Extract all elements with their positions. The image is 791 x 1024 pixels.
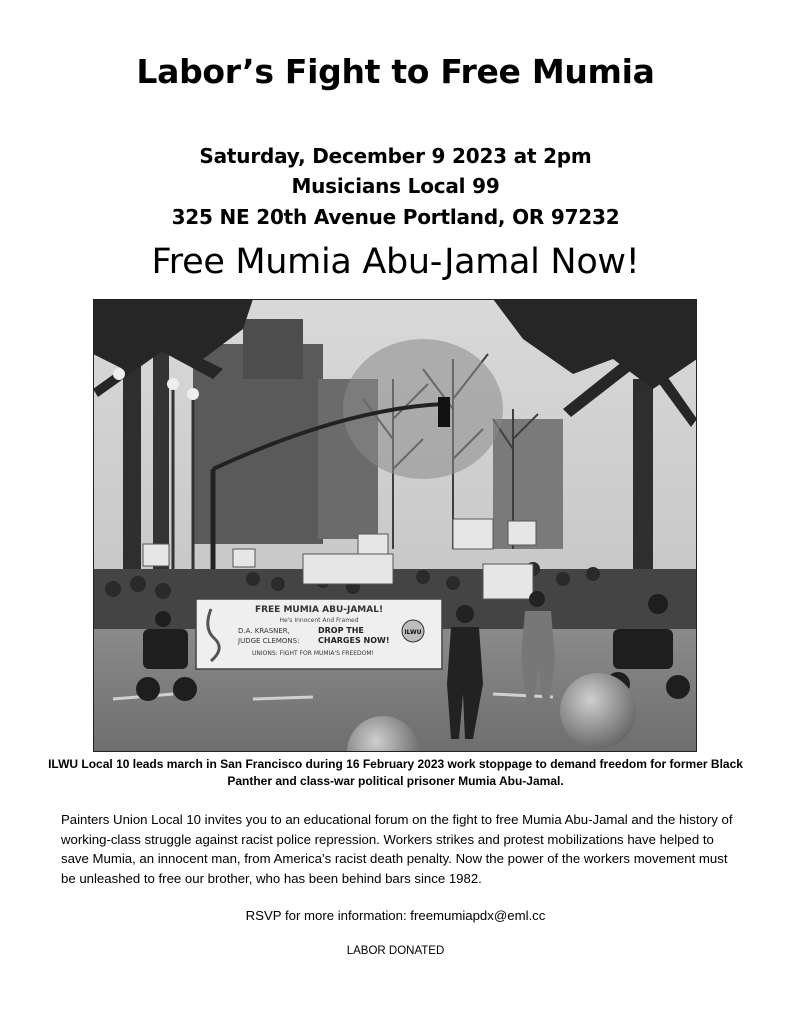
invitation-paragraph: Painters Union Local 10 invites you to an educational forum on the fight to free Mumia Abu-Jamal and the history of working-class struggle against racist police repression. Workers strikes and protest mobilizations have helped to save Mumia, an innocent man, from America’s racist death penalty. Now the power of the workers movement must be unleashed to free our brother, who has been behind bars since 1982. bbox=[61, 812, 733, 886]
march-photo bbox=[93, 299, 697, 752]
event-date-time: Saturday, December 9 2023 at 2pm bbox=[199, 144, 592, 168]
banner-right-b: CHARGES NOW! bbox=[318, 636, 390, 645]
banner-line4: UNIONS: FIGHT FOR MUMIA'S FREEDOM! bbox=[252, 650, 374, 657]
banner-left-a: D.A. KRASNER, bbox=[238, 627, 290, 635]
banner-line2: He's Innocent And Framed bbox=[279, 617, 359, 624]
flyer-title: Labor’s Fight to Free Mumia bbox=[136, 52, 655, 91]
banner-right-a: DROP THE bbox=[318, 626, 364, 635]
event-address: 325 NE 20th Avenue Portland, OR 97232 bbox=[171, 205, 620, 229]
event-venue: Musicians Local 99 bbox=[291, 174, 500, 198]
labor-donated-footer: LABOR DONATED bbox=[346, 945, 445, 957]
banner-logo: ILWU bbox=[404, 629, 422, 636]
rsvp-line: RSVP for more information: freemumiapdx@eml.cc bbox=[245, 908, 546, 923]
photo-caption: ILWU Local 10 leads march in San Francisco during 16 February 2023 work stoppage to demand freedom for former Black Panther and class-war political prisoner Mumia Abu-Jamal. bbox=[48, 757, 743, 788]
banner-left-b: JUDGE CLEMONS: bbox=[238, 637, 300, 645]
banner-line1: FREE MUMIA ABU-JAMAL! bbox=[254, 605, 384, 615]
slogan: Free Mumia Abu-Jamal Now! bbox=[151, 242, 640, 282]
